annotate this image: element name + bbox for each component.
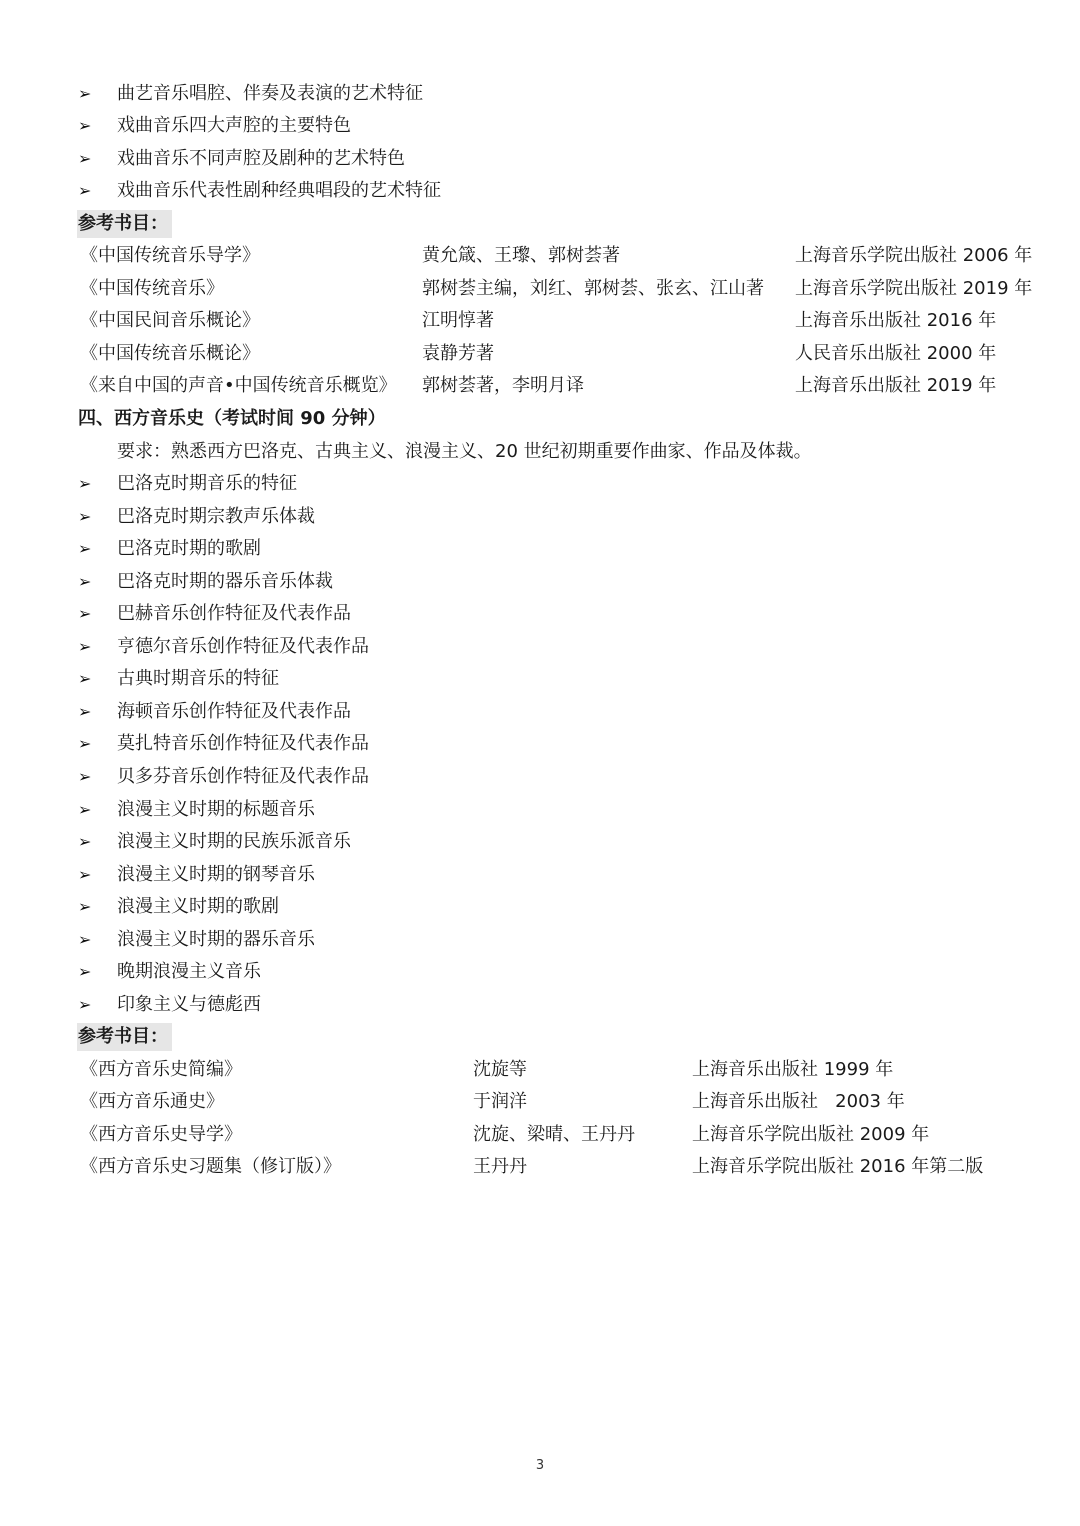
reference-title: 《中国传统音乐导学》 — [80, 245, 260, 266]
reference-publisher: 上海音乐出版社 2019 年 — [795, 375, 997, 396]
reference-publisher: 上海音乐出版社 2016 年 — [795, 310, 997, 331]
reference-author: 郭树荟著，李明月译 — [422, 375, 584, 396]
reference-author: 沈旋等 — [473, 1059, 527, 1080]
document-page: ➢ 曲艺音乐唱腔、伴奏及表演的艺术特征 ➢ 戏曲音乐四大声腔的主要特色 ➢ 戏曲音乐不同声腔及剧种的艺术特色 ➢ 戏曲音乐代表性剧种经典唱段的艺术特征 参考书目： 《中国传统音乐导学》 黄允箴、王瓈、郭树荟著 上海音乐学院出版社 2006 年 《中国传统音乐》 郭树荟主编，刘红、郭树荟、张玄、江山著 上海音乐学院出版社 2019 年 《中国民间音乐概论》 江明惇著 上海音乐出版社 2016 年 《中国传统音乐概论》 袁静芳著 人民音乐出版社 2000 年 《来自中国的声音•中国传统音乐概览》 郭树荟著，李明月译 上海音乐出版社 2019 年 四、西方音乐史（考试时间 90 分钟） 要求：熟悉西方巴洛克、古典主义、浪漫主义、20 世纪初期重要作曲家、作品及体裁。 ➢ 巴洛克时期音乐的特征 ➢ 巴洛克时期宗教声乐体裁 ➢ 巴洛克时期的歌剧 ➢ 巴洛克时期的器乐音乐体裁 ➢ 巴赫音乐创作特征及代表作品 ➢ 亨德尔音乐创作特征及代表作品 ➢ 古典时期音乐的特征 ➢ 海顿音乐创作特征及代表作品 ➢ 莫扎特音乐创作特征及代表作品 ➢ 贝多芬音乐创作特征及代表作品 ➢ 浪漫主义时期的标题音乐 ➢ 浪漫主义时期的民族乐派音乐 ➢ 浪漫主义时期的钢琴音乐 ➢ 浪漫主义时期的歌剧 ➢ 浪漫主义时期的器乐音乐 ➢ 晚期浪漫主义音乐 ➢ 印象主义与德彪西 参考书目： 《西方音乐史简编》 沈旋等 上海音乐出版社 1999 年 《西方音乐通史》 于润洋 上海音乐出版社 2003 年 《西方音乐史导学》 沈旋、梁晴、王丹丹 上海音乐学院出版社 2009 年 《西方音乐史习题集（修订版）》 王丹丹 上海音乐学院出版社 2016 年第二版 3 — [0, 0, 1080, 1526]
arrow-bullet-icon: ➢ — [78, 181, 92, 200]
reference-author: 江明惇著 — [422, 310, 494, 331]
reference-publisher: 上海音乐学院出版社 2006 年 — [795, 245, 1033, 266]
reference-author: 王丹丹 — [473, 1156, 527, 1177]
arrow-bullet-icon: ➢ — [78, 572, 92, 591]
arrow-bullet-icon: ➢ — [78, 897, 92, 916]
arrow-bullet-icon: ➢ — [78, 702, 92, 721]
arrow-bullet-icon: ➢ — [78, 995, 92, 1014]
arrow-bullet-icon: ➢ — [78, 734, 92, 753]
reference-publisher: 上海音乐学院出版社 2016 年第二版 — [692, 1156, 984, 1177]
arrow-bullet-icon: ➢ — [78, 507, 92, 526]
reference-author: 袁静芳著 — [422, 343, 494, 364]
reference-publisher: 上海音乐学院出版社 2009 年 — [692, 1124, 930, 1145]
reference-title: 《中国民间音乐概论》 — [80, 310, 260, 331]
arrow-bullet-icon: ➢ — [78, 962, 92, 981]
page-number: 3 — [535, 1458, 545, 1473]
reference-author: 郭树荟主编，刘红、郭树荟、张玄、江山著 — [422, 278, 764, 299]
arrow-bullet-icon: ➢ — [78, 865, 92, 884]
reference-title: 《来自中国的声音•中国传统音乐概览》 — [80, 375, 397, 396]
reference-publisher: 人民音乐出版社 2000 年 — [795, 343, 997, 364]
arrow-bullet-icon: ➢ — [78, 669, 92, 688]
arrow-bullet-icon: ➢ — [78, 474, 92, 493]
arrow-bullet-icon: ➢ — [78, 84, 92, 103]
reference-publisher: 上海音乐出版社 2003 年 — [692, 1091, 905, 1112]
reference-title: 《西方音乐史习题集（修订版）》 — [80, 1156, 341, 1177]
reference-title: 《中国传统音乐概论》 — [80, 343, 260, 364]
arrow-bullet-icon: ➢ — [78, 604, 92, 623]
reference-author: 于润洋 — [473, 1091, 527, 1112]
reference-author: 黄允箴、王瓈、郭树荟著 — [422, 245, 620, 266]
reference-publisher: 上海音乐出版社 1999 年 — [692, 1059, 894, 1080]
reference-title: 《西方音乐通史》 — [80, 1091, 224, 1112]
arrow-bullet-icon: ➢ — [78, 832, 92, 851]
arrow-bullet-icon: ➢ — [78, 149, 92, 168]
arrow-bullet-icon: ➢ — [78, 930, 92, 949]
reference-title: 《西方音乐史导学》 — [80, 1124, 242, 1145]
reference-author: 沈旋、梁晴、王丹丹 — [473, 1124, 635, 1145]
arrow-bullet-icon: ➢ — [78, 637, 92, 656]
arrow-bullet-icon: ➢ — [78, 767, 92, 786]
arrow-bullet-icon: ➢ — [78, 800, 92, 819]
reference-title: 《中国传统音乐》 — [80, 278, 224, 299]
arrow-bullet-icon: ➢ — [78, 539, 92, 558]
arrow-bullet-icon: ➢ — [78, 116, 92, 135]
reference-title: 《西方音乐史简编》 — [80, 1059, 242, 1080]
reference-publisher: 上海音乐学院出版社 2019 年 — [795, 278, 1033, 299]
